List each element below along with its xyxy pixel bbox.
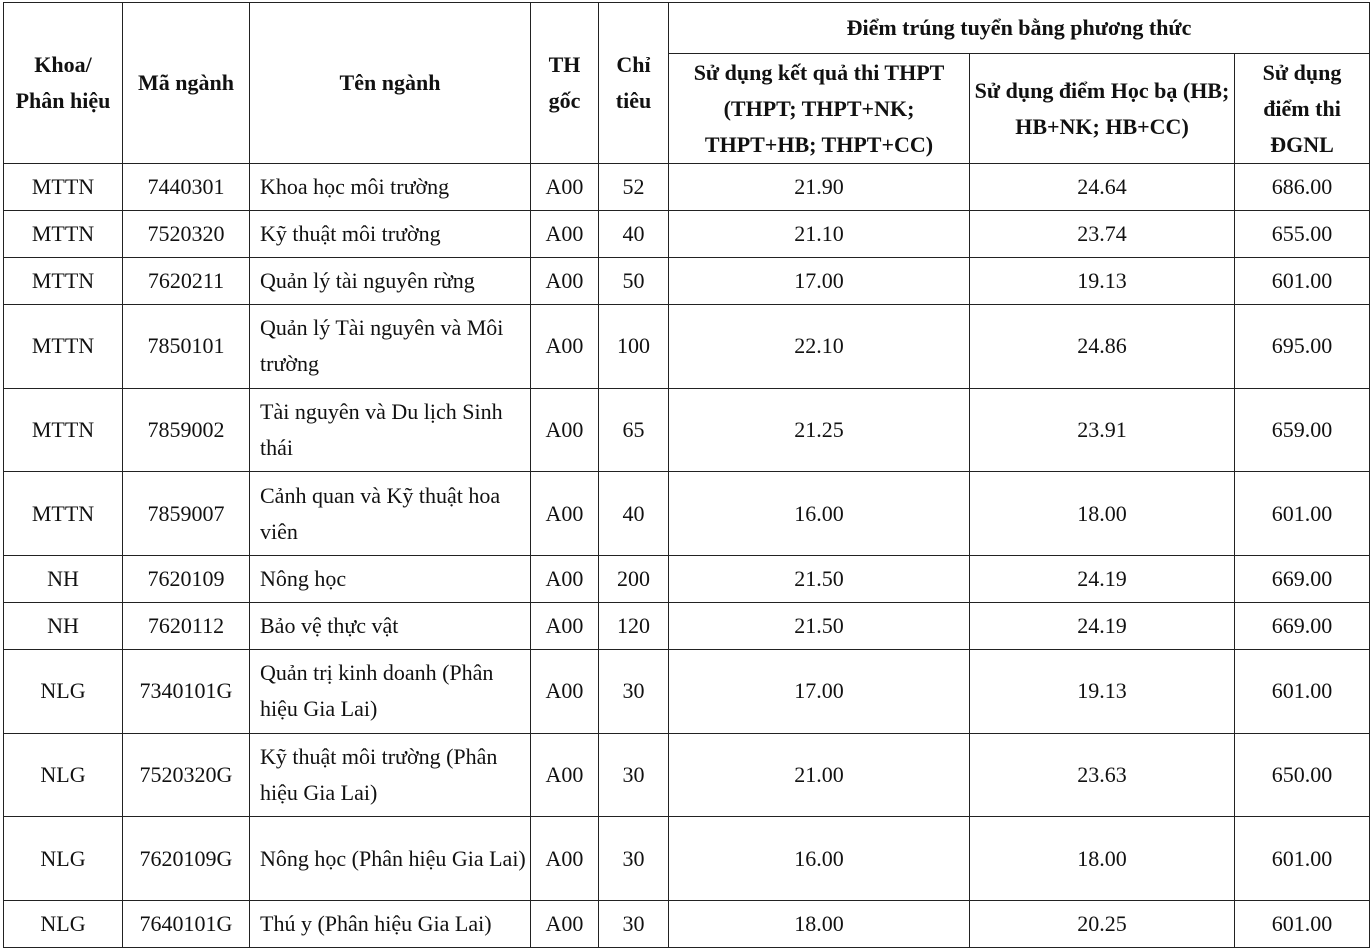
cell-faculty: MTTN <box>4 304 123 388</box>
cell-score-thpt: 16.00 <box>669 817 970 901</box>
header-code: Mã ngành <box>123 3 250 164</box>
cell-quota: 30 <box>599 649 669 733</box>
cell-score-hocba: 18.00 <box>970 817 1235 901</box>
cell-score-dgnl: 650.00 <box>1235 733 1370 817</box>
cell-score-thpt: 17.00 <box>669 649 970 733</box>
cell-code: 7859002 <box>123 388 250 472</box>
cell-score-dgnl: 601.00 <box>1235 900 1370 947</box>
header-method-thpt: Sử dụng kết quả thi THPT (THPT; THPT+NK; THPT+HB; THPT+CC) <box>669 54 970 164</box>
cell-combo: A00 <box>531 817 599 901</box>
cell-score-dgnl: 686.00 <box>1235 164 1370 211</box>
header-method-hocba: Sử dụng điểm Học bạ (HB; HB+NK; HB+CC) <box>970 54 1235 164</box>
cell-name: Nông học (Phân hiệu Gia Lai) <box>250 817 531 901</box>
table-row <box>4 388 1370 472</box>
admission-scores-table <box>3 2 1370 948</box>
cell-name: Khoa học môi trường <box>250 164 531 211</box>
cell-code: 7850101 <box>123 304 250 388</box>
cell-score-hocba: 18.00 <box>970 472 1235 556</box>
cell-score-dgnl: 669.00 <box>1235 555 1370 602</box>
cell-quota: 50 <box>599 257 669 304</box>
header-name: Tên ngành <box>250 3 531 164</box>
cell-combo: A00 <box>531 257 599 304</box>
cell-code: 7620112 <box>123 602 250 649</box>
cell-code: 7620109 <box>123 555 250 602</box>
cell-score-dgnl: 601.00 <box>1235 257 1370 304</box>
cell-score-hocba: 19.13 <box>970 257 1235 304</box>
cell-faculty: NLG <box>4 817 123 901</box>
cell-score-hocba: 23.63 <box>970 733 1235 817</box>
table-row <box>4 304 1370 388</box>
cell-quota: 40 <box>599 210 669 257</box>
cell-combo: A00 <box>531 900 599 947</box>
table-row <box>4 472 1370 556</box>
cell-combo: A00 <box>531 164 599 211</box>
cell-quota: 30 <box>599 817 669 901</box>
cell-score-hocba: 24.19 <box>970 602 1235 649</box>
table-row <box>4 733 1370 817</box>
cell-quota: 30 <box>599 900 669 947</box>
cell-code: 7440301 <box>123 164 250 211</box>
cell-name: Kỹ thuật môi trường (Phân hiệu Gia Lai) <box>250 733 531 817</box>
header-method-dgnl: Sử dụng điểm thi ĐGNL <box>1235 54 1370 164</box>
cell-name: Quản lý Tài nguyên và Môi trường <box>250 304 531 388</box>
table-row <box>4 649 1370 733</box>
cell-faculty: NH <box>4 602 123 649</box>
cell-name: Quản lý tài nguyên rừng <box>250 257 531 304</box>
cell-score-dgnl: 659.00 <box>1235 388 1370 472</box>
cell-score-dgnl: 695.00 <box>1235 304 1370 388</box>
cell-code: 7620109G <box>123 817 250 901</box>
cell-faculty: MTTN <box>4 257 123 304</box>
cell-faculty: MTTN <box>4 164 123 211</box>
cell-score-thpt: 18.00 <box>669 900 970 947</box>
cell-faculty: MTTN <box>4 388 123 472</box>
cell-name: Kỹ thuật môi trường <box>250 210 531 257</box>
cell-name: Cảnh quan và Kỹ thuật hoa viên <box>250 472 531 556</box>
cell-code: 7640101G <box>123 900 250 947</box>
cell-score-thpt: 21.50 <box>669 555 970 602</box>
cell-faculty: NLG <box>4 649 123 733</box>
cell-quota: 30 <box>599 733 669 817</box>
table-body <box>4 164 1370 948</box>
cell-combo: A00 <box>531 388 599 472</box>
cell-score-thpt: 17.00 <box>669 257 970 304</box>
cell-score-thpt: 16.00 <box>669 472 970 556</box>
table-row <box>4 257 1370 304</box>
cell-combo: A00 <box>531 555 599 602</box>
cell-faculty: MTTN <box>4 210 123 257</box>
table-row <box>4 817 1370 901</box>
cell-score-hocba: 23.91 <box>970 388 1235 472</box>
cell-quota: 52 <box>599 164 669 211</box>
cell-score-hocba: 20.25 <box>970 900 1235 947</box>
cell-score-hocba: 19.13 <box>970 649 1235 733</box>
cell-quota: 200 <box>599 555 669 602</box>
table-row <box>4 900 1370 947</box>
header-methods-group: Điểm trúng tuyển bằng phương thức <box>669 3 1370 54</box>
header-faculty: Khoa/ Phân hiệu <box>4 3 123 164</box>
header-quota: Chỉ tiêu <box>599 3 669 164</box>
cell-score-thpt: 21.10 <box>669 210 970 257</box>
cell-name: Thú y (Phân hiệu Gia Lai) <box>250 900 531 947</box>
cell-quota: 100 <box>599 304 669 388</box>
cell-quota: 40 <box>599 472 669 556</box>
cell-score-dgnl: 601.00 <box>1235 817 1370 901</box>
cell-combo: A00 <box>531 733 599 817</box>
cell-code: 7520320G <box>123 733 250 817</box>
cell-code: 7620211 <box>123 257 250 304</box>
cell-faculty: NH <box>4 555 123 602</box>
cell-quota: 65 <box>599 388 669 472</box>
table-row <box>4 164 1370 211</box>
cell-score-dgnl: 655.00 <box>1235 210 1370 257</box>
cell-score-thpt: 21.90 <box>669 164 970 211</box>
cell-score-hocba: 23.74 <box>970 210 1235 257</box>
cell-name: Bảo vệ thực vật <box>250 602 531 649</box>
cell-combo: A00 <box>531 472 599 556</box>
cell-name: Tài nguyên và Du lịch Sinh thái <box>250 388 531 472</box>
table-header <box>4 3 1370 164</box>
cell-name: Quản trị kinh doanh (Phân hiệu Gia Lai) <box>250 649 531 733</box>
table-row <box>4 210 1370 257</box>
cell-faculty: NLG <box>4 733 123 817</box>
cell-combo: A00 <box>531 210 599 257</box>
cell-score-thpt: 21.50 <box>669 602 970 649</box>
cell-score-dgnl: 601.00 <box>1235 472 1370 556</box>
table-row <box>4 602 1370 649</box>
cell-combo: A00 <box>531 602 599 649</box>
cell-score-thpt: 22.10 <box>669 304 970 388</box>
cell-score-hocba: 24.86 <box>970 304 1235 388</box>
cell-score-hocba: 24.64 <box>970 164 1235 211</box>
cell-score-hocba: 24.19 <box>970 555 1235 602</box>
cell-combo: A00 <box>531 304 599 388</box>
cell-code: 7340101G <box>123 649 250 733</box>
header-combo: TH gốc <box>531 3 599 164</box>
cell-score-dgnl: 601.00 <box>1235 649 1370 733</box>
cell-faculty: MTTN <box>4 472 123 556</box>
cell-name: Nông học <box>250 555 531 602</box>
cell-code: 7520320 <box>123 210 250 257</box>
table-row <box>4 555 1370 602</box>
cell-score-thpt: 21.00 <box>669 733 970 817</box>
cell-score-thpt: 21.25 <box>669 388 970 472</box>
cell-score-dgnl: 669.00 <box>1235 602 1370 649</box>
cell-quota: 120 <box>599 602 669 649</box>
cell-faculty: NLG <box>4 900 123 947</box>
cell-code: 7859007 <box>123 472 250 556</box>
cell-combo: A00 <box>531 649 599 733</box>
